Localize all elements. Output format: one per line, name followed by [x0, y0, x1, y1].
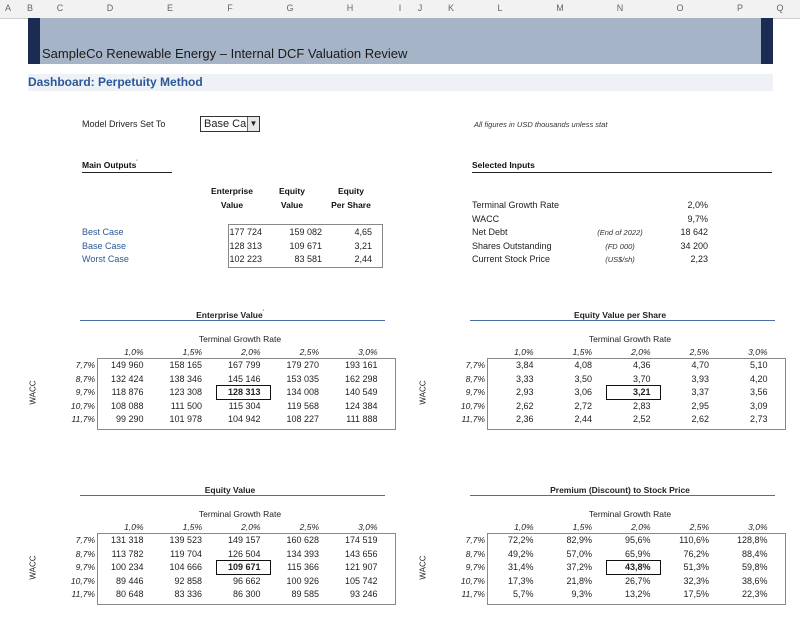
- growth-header: 1,5%: [182, 522, 202, 532]
- growth-header: 1,0%: [124, 522, 144, 532]
- main-outputs-title: Main Outputs': [82, 160, 138, 170]
- output-value: 2,44: [354, 254, 372, 264]
- sensitivity-cell: 38,6%: [741, 575, 768, 586]
- sensitivity-title: Premium (Discount) to Stock Price: [550, 485, 690, 495]
- sensitivity-cell: 153 035: [286, 373, 319, 384]
- wacc-row-header: 7,7%: [465, 360, 485, 370]
- sensitivity-cell: 2,72: [574, 400, 592, 411]
- sensitivity-cell: 3,09: [749, 400, 768, 411]
- terminal-growth-label: Terminal Growth Rate: [588, 334, 672, 344]
- highlight-cell-border: [216, 560, 271, 575]
- sensitivity-cell: 174 519: [344, 535, 378, 545]
- selected-inputs-underline: [472, 172, 772, 173]
- growth-header: 2,5%: [299, 347, 319, 357]
- terminal-growth-label: Terminal Growth Rate: [588, 509, 672, 519]
- sensitivity-cell: 124 384: [344, 400, 378, 411]
- column-letter[interactable]: Q: [776, 3, 784, 13]
- sensitivity-cell: 4,08: [574, 360, 592, 370]
- sensitivity-cell: 115 304: [228, 400, 261, 411]
- wacc-axis-label: WACC: [418, 555, 428, 580]
- output-value: 4,65: [354, 227, 372, 237]
- terminal-growth-label: Terminal Growth Rate: [198, 334, 282, 344]
- growth-header: 2,5%: [689, 522, 709, 532]
- terminal-growth-label: Terminal Growth Rate: [198, 509, 282, 519]
- units-note: All figures in USD thousands unless stat: [474, 120, 608, 129]
- output-value: 102 223: [229, 254, 262, 264]
- sensitivity-cell: 100 234: [110, 562, 144, 572]
- input-value: 34 200: [680, 240, 708, 251]
- sensitivity-cell: 3,70: [632, 373, 651, 384]
- sensitivity-cell: 162 298: [344, 373, 378, 384]
- wacc-axis-label: WACC: [28, 380, 38, 405]
- wacc-row-header: 8,7%: [465, 548, 485, 559]
- sensitivity-cell: 139 523: [169, 535, 202, 545]
- sensitivity-cell: 31,4%: [507, 562, 534, 572]
- wacc-row-header: 7,7%: [75, 360, 95, 370]
- input-unit: (FD 000): [605, 241, 635, 251]
- output-value: 83 581: [294, 254, 322, 264]
- column-letter[interactable]: K: [447, 3, 455, 13]
- main-outputs-underline: [82, 172, 172, 173]
- wacc-row-header: 10,7%: [70, 575, 95, 586]
- selected-inputs-title: Selected Inputs: [472, 160, 535, 170]
- scenario-label: Worst Case: [82, 254, 129, 264]
- growth-header: 2,5%: [689, 347, 709, 357]
- growth-header: 1,0%: [514, 347, 534, 357]
- column-letter[interactable]: N: [616, 3, 624, 13]
- sensitivity-title-underline: [470, 495, 775, 496]
- sensitivity-cell: 105 742: [344, 575, 378, 586]
- output-header: Enterprise: [210, 186, 254, 196]
- column-letter[interactable]: D: [106, 3, 114, 13]
- column-letter[interactable]: C: [56, 3, 64, 13]
- sensitivity-cell: 3,56: [749, 387, 768, 397]
- column-letter[interactable]: G: [286, 3, 294, 13]
- input-unit: (End of 2022): [597, 228, 643, 237]
- input-value: 2,23: [690, 254, 708, 264]
- sensitivity-cell: 4,36: [632, 360, 651, 370]
- sensitivity-cell: 132 424: [110, 373, 144, 384]
- wacc-row-header: 11,7%: [71, 414, 95, 424]
- output-value: 109 671: [289, 240, 322, 251]
- input-value: 2,0%: [687, 200, 708, 210]
- sensitivity-title-underline: [80, 320, 385, 321]
- sensitivity-cell: 2,36: [515, 414, 534, 424]
- dashboard-title: Dashboard: Perpetuity Method: [28, 75, 203, 89]
- sensitivity-cell: 2,93: [515, 387, 534, 397]
- sensitivity-cell: 93 246: [349, 589, 378, 599]
- wacc-axis-label: WACC: [28, 555, 38, 580]
- sensitivity-cell: 22,3%: [741, 589, 768, 599]
- wacc-row-header: 9,7%: [465, 562, 485, 572]
- model-drivers-dropdown[interactable]: [200, 116, 260, 132]
- sensitivity-cell: 49,2%: [507, 548, 534, 559]
- sensitivity-cell: 2,62: [515, 400, 534, 411]
- sensitivity-cell: 88,4%: [741, 548, 768, 559]
- sensitivity-cell: 104 942: [227, 414, 261, 424]
- wacc-row-header: 7,7%: [75, 535, 95, 545]
- column-letter[interactable]: B: [26, 3, 34, 13]
- sensitivity-cell: 13,2%: [624, 589, 651, 599]
- sensitivity-cell: 65,9%: [624, 548, 651, 559]
- sensitivity-cell: 101 978: [169, 414, 202, 424]
- sensitivity-cell: 121 907: [344, 562, 378, 572]
- sensitivity-cell: 110,6%: [679, 535, 709, 545]
- wacc-row-header: 10,7%: [460, 400, 485, 411]
- sensitivity-cell: 138 346: [169, 373, 202, 384]
- wacc-row-header: 11,7%: [461, 589, 485, 599]
- wacc-row-header: 9,7%: [75, 562, 95, 572]
- sensitivity-cell: 80 648: [115, 589, 144, 599]
- sensitivity-cell: 134 393: [286, 548, 319, 559]
- sensitivity-cell: 9,3%: [571, 589, 592, 599]
- growth-header: 2,0%: [631, 522, 651, 532]
- wacc-row-header: 10,7%: [70, 400, 95, 411]
- sensitivity-cell: 140 549: [344, 387, 378, 397]
- model-drivers-label: Model Drivers Set To: [82, 119, 166, 129]
- sensitivity-cell: 5,10: [749, 360, 768, 370]
- sensitivity-cell: 3,93: [691, 373, 709, 384]
- sensitivity-cell: 82,9%: [566, 535, 592, 545]
- input-value: 18 642: [680, 227, 708, 237]
- growth-header: 2,0%: [241, 522, 261, 532]
- wacc-row-header: 9,7%: [75, 387, 95, 397]
- sensitivity-title: Enterprise Value': [196, 310, 264, 320]
- title-banner: [28, 18, 773, 64]
- highlight-cell-border: [216, 385, 271, 400]
- growth-header: 3,0%: [748, 522, 768, 532]
- sensitivity-title: Equity Value: [204, 485, 256, 495]
- sensitivity-cell: 76,2%: [683, 548, 709, 559]
- sensitivity-cell: 131 318: [110, 535, 144, 545]
- column-letter[interactable]: F: [227, 3, 233, 13]
- sensitivity-cell: 59,8%: [741, 562, 768, 572]
- sensitivity-cell: 4,70: [691, 360, 709, 370]
- wacc-row-header: 8,7%: [75, 373, 95, 384]
- sensitivity-cell: 4,20: [749, 373, 768, 384]
- sensitivity-cell: 37,2%: [566, 562, 592, 572]
- sensitivity-cell: 89 585: [291, 589, 319, 599]
- output-value: 177 724: [229, 227, 262, 237]
- sensitivity-cell: 128 313: [227, 387, 261, 397]
- sensitivity-cell: 158 165: [169, 360, 202, 370]
- sensitivity-cell: 126 504: [227, 548, 261, 559]
- sensitivity-cell: 111 888: [346, 414, 378, 424]
- highlight-cell-border: [606, 385, 661, 400]
- sensitivity-cell: 32,3%: [683, 575, 709, 586]
- banner-edge-right: [761, 18, 773, 64]
- growth-header: 3,0%: [358, 347, 378, 357]
- input-unit: (US$/sh): [605, 255, 635, 264]
- chevron-down-icon[interactable]: ▼: [247, 117, 259, 131]
- output-value: 159 082: [289, 227, 322, 237]
- growth-header: 3,0%: [358, 522, 378, 532]
- wacc-row-header: 11,7%: [461, 414, 485, 424]
- output-value: 3,21: [354, 240, 372, 251]
- sensitivity-cell: 51,3%: [683, 562, 709, 572]
- sensitivity-cell: 99 290: [115, 414, 144, 424]
- column-letter[interactable]: I: [398, 3, 402, 13]
- sensitivity-cell: 3,06: [574, 387, 592, 397]
- sensitivity-cell: 115 366: [287, 562, 319, 572]
- sensitivity-cell: 108 227: [286, 414, 319, 424]
- sensitivity-cell: 109 671: [227, 562, 261, 572]
- sensitivity-cell: 57,0%: [566, 548, 592, 559]
- growth-header: 1,5%: [572, 347, 592, 357]
- sensitivity-title: Equity Value per Share: [573, 310, 667, 320]
- sensitivity-cell: 104 666: [169, 562, 202, 572]
- sensitivity-cell: 2,52: [632, 414, 651, 424]
- sensitivity-cell: 72,2%: [507, 535, 534, 545]
- column-letter[interactable]: P: [736, 3, 744, 13]
- sensitivity-cell: 2,83: [632, 400, 651, 411]
- sensitivity-cell: 2,62: [691, 414, 709, 424]
- sensitivity-cell: 26,7%: [624, 575, 651, 586]
- sensitivity-cell: 145 146: [227, 373, 261, 384]
- sensitivity-cell: 95,6%: [624, 535, 651, 545]
- sensitivity-cell: 5,7%: [512, 589, 534, 599]
- sensitivity-cell: 2,44: [574, 414, 592, 424]
- sensitivity-cell: 123 308: [169, 387, 202, 397]
- sensitivity-cell: 3,33: [515, 373, 534, 384]
- growth-header: 1,0%: [124, 347, 144, 357]
- growth-header: 1,0%: [514, 522, 534, 532]
- output-value: 128 313: [229, 240, 262, 251]
- sensitivity-cell: 113 782: [111, 548, 144, 559]
- sensitivity-cell: 17,5%: [683, 589, 709, 599]
- growth-header: 3,0%: [748, 347, 768, 357]
- sensitivity-cell: 17,3%: [507, 575, 534, 586]
- column-letter[interactable]: O: [676, 3, 684, 13]
- input-label: Net Debt: [472, 227, 508, 237]
- sensitivity-cell: 179 270: [286, 360, 319, 370]
- sensitivity-cell: 193 161: [344, 360, 378, 370]
- banner-edge-left: [28, 18, 40, 64]
- column-letter[interactable]: J: [417, 3, 423, 13]
- wacc-row-header: 8,7%: [75, 548, 95, 559]
- growth-header: 1,5%: [572, 522, 592, 532]
- input-label: Shares Outstanding: [472, 240, 552, 251]
- sensitivity-cell: 143 656: [344, 548, 378, 559]
- sensitivity-cell: 3,50: [574, 373, 592, 384]
- wacc-axis-label: WACC: [418, 380, 428, 405]
- report-title: SampleCo Renewable Energy – Internal DCF Valuation Review: [42, 46, 408, 61]
- output-header: Equity: [338, 186, 364, 196]
- sensitivity-cell: 118 876: [111, 387, 144, 397]
- sensitivity-cell: 111 500: [170, 400, 202, 411]
- wacc-row-header: 9,7%: [465, 387, 485, 397]
- column-header-bar: [0, 0, 800, 19]
- growth-header: 1,5%: [182, 347, 202, 357]
- sensitivity-cell: 83 336: [174, 589, 202, 599]
- sensitivity-cell: 3,21: [632, 387, 651, 397]
- sensitivity-cell: 2,73: [749, 414, 768, 424]
- sensitivity-cell: 3,37: [691, 387, 709, 397]
- sensitivity-cell: 108 088: [110, 400, 144, 411]
- sensitivity-cell: 100 926: [286, 575, 319, 586]
- column-letter[interactable]: H: [346, 3, 354, 13]
- output-header: Equity: [279, 186, 305, 196]
- sensitivity-title-underline: [470, 320, 775, 321]
- sensitivity-cell: 89 446: [115, 575, 144, 586]
- sensitivity-cell: 167 799: [227, 360, 261, 370]
- wacc-row-header: 11,7%: [71, 589, 95, 599]
- sensitivity-cell: 2,95: [691, 400, 709, 411]
- growth-header: 2,0%: [631, 347, 651, 357]
- output-header: Value: [220, 200, 244, 210]
- sensitivity-cell: 3,84: [515, 360, 534, 370]
- sensitivity-cell: 149 157: [227, 535, 261, 545]
- input-label: Terminal Growth Rate: [472, 200, 560, 210]
- wacc-row-header: 8,7%: [465, 373, 485, 384]
- sensitivity-cell: 119 704: [170, 548, 202, 559]
- sensitivity-cell: 43,8%: [624, 562, 651, 572]
- input-label: Current Stock Price: [472, 254, 551, 264]
- output-header: Per Share: [331, 200, 371, 210]
- sensitivity-cell: 96 662: [232, 575, 261, 586]
- sensitivity-title-underline: [80, 495, 385, 496]
- input-value: 9,7%: [687, 213, 708, 224]
- column-letter[interactable]: L: [497, 3, 503, 13]
- scenario-label: Base Case: [82, 240, 127, 251]
- wacc-row-header: 10,7%: [460, 575, 485, 586]
- growth-header: 2,5%: [299, 522, 319, 532]
- scenario-label: Best Case: [82, 227, 124, 237]
- sensitivity-cell: 149 960: [110, 360, 144, 370]
- sensitivity-cell: 21,8%: [566, 575, 592, 586]
- sensitivity-cell: 119 568: [287, 400, 319, 411]
- column-letter[interactable]: M: [556, 3, 564, 13]
- sensitivity-cell: 160 628: [286, 535, 319, 545]
- output-header: Value: [280, 200, 304, 210]
- sensitivity-cell: 92 858: [174, 575, 202, 586]
- growth-header: 2,0%: [241, 347, 261, 357]
- column-letter[interactable]: E: [166, 3, 174, 13]
- wacc-row-header: 7,7%: [465, 535, 485, 545]
- highlight-cell-border: [606, 560, 661, 575]
- sensitivity-cell: 134 008: [286, 387, 319, 397]
- sensitivity-cell: 128,8%: [736, 535, 768, 545]
- column-letter[interactable]: A: [4, 3, 12, 13]
- input-label: WACC: [472, 213, 500, 224]
- model-drivers-value: Base Ca: [204, 118, 247, 130]
- sensitivity-cell: 86 300: [232, 589, 261, 599]
